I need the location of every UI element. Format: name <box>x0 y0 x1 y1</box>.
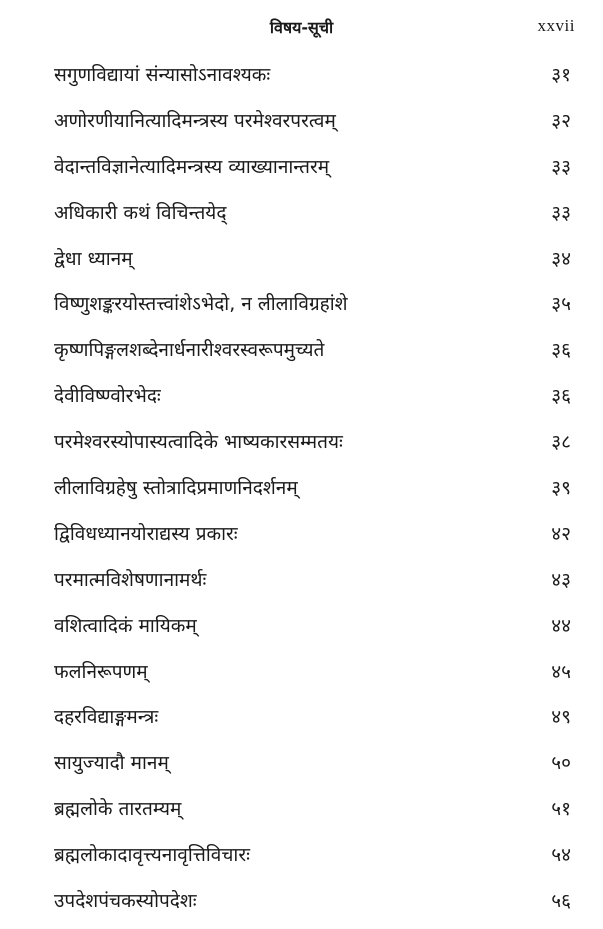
toc-entry-title: परमेश्वरस्योपास्यत्वादिके भाष्यकारसम्मतयः <box>54 431 343 454</box>
toc-entry <box>0 837 603 883</box>
toc-entry <box>0 883 603 929</box>
toc-entry-title: द्वेधा ध्यानम् <box>54 247 133 270</box>
toc-entry <box>0 378 603 424</box>
toc-entry-title: वेदान्तविज्ञानेत्यादिमन्त्रस्य व्याख्यानान्तरम् <box>54 155 330 178</box>
toc-entry <box>0 241 603 287</box>
toc-entry <box>0 424 603 470</box>
toc-entry-page: ३४ <box>551 247 571 270</box>
page-title: विषय-सूची <box>269 18 334 37</box>
toc-entry-page: ४२ <box>551 522 571 545</box>
toc-entry-title: अधिकारी कथं विचिन्तयेद् <box>54 201 227 224</box>
toc-entry-page: ५६ <box>551 890 571 913</box>
toc-entry <box>0 470 603 516</box>
toc-entry <box>0 699 603 745</box>
toc-entry <box>0 516 603 562</box>
toc-entry-page: ३९ <box>551 477 571 500</box>
toc-entry-page: ३३ <box>551 201 571 224</box>
toc-entry-title: ब्रह्मलोकादावृत्त्यनावृत्तिविचारः <box>54 844 250 867</box>
toc-entry-page: ३६ <box>551 385 571 408</box>
toc-entry-title: ब्रह्मलोके तारतम्यम् <box>54 798 182 821</box>
toc-entry <box>0 608 603 654</box>
toc-entry-title: सगुणविद्यायां संन्यासोऽनावश्यकः <box>54 64 271 86</box>
toc-entry-title: फलनिरूपणम् <box>54 660 148 683</box>
toc-entry-title: परमात्मविशेषणानामर्थः <box>54 568 207 591</box>
table-of-contents <box>0 57 603 929</box>
toc-entry-page: ५१ <box>551 798 571 821</box>
toc-entry-page: ५४ <box>551 844 571 867</box>
toc-entry-page: ४९ <box>551 706 571 729</box>
toc-entry <box>0 57 603 103</box>
toc-entry-title: दहरविद्याङ्गमन्त्रः <box>54 706 159 729</box>
toc-entry-title: लीलाविग्रहेषु स्तोत्रादिप्रमाणनिदर्शनम् <box>54 477 298 500</box>
toc-entry-page: ४५ <box>551 660 571 683</box>
toc-entry-page: ४४ <box>551 614 571 637</box>
toc-entry-title: सायुज्यादौ मानम् <box>54 752 169 775</box>
toc-entry <box>0 195 603 241</box>
toc-entry-page: ३२ <box>551 109 571 132</box>
toc-entry-title: द्विविधध्यानयोराद्यस्य प्रकारः <box>54 522 238 545</box>
header-page-number: xxvii <box>537 16 575 35</box>
toc-entry-page: ५० <box>551 752 571 775</box>
toc-entry-title: उपदेशपंचकस्योपदेशः <box>54 890 197 913</box>
toc-entry-page: ३६ <box>551 339 571 362</box>
toc-entry <box>0 286 603 332</box>
toc-entry <box>0 103 603 149</box>
page-header <box>0 16 603 42</box>
toc-entry-title: कृष्णपिङ्गलशब्देनार्धनारीश्वरस्वरूपमुच्यते <box>54 339 325 362</box>
toc-entry-page: ३३ <box>551 155 571 178</box>
toc-entry <box>0 149 603 195</box>
toc-entry-title: देवीविष्ण्वोरभेदः <box>54 385 161 408</box>
toc-entry-title: वशित्वादिकं मायिकम् <box>54 614 197 637</box>
toc-entry <box>0 745 603 791</box>
toc-entry <box>0 791 603 837</box>
toc-entry-page: ३५ <box>551 293 571 316</box>
toc-entry-title: विष्णुशङ्करयोस्तत्त्वांशेऽभेदो, न लीलाविग्रहांशे <box>54 293 348 316</box>
toc-entry <box>0 562 603 608</box>
toc-entry-page: ४३ <box>551 568 571 591</box>
toc-entry <box>0 654 603 700</box>
toc-entry <box>0 332 603 378</box>
toc-entry-page: ३८ <box>551 431 571 454</box>
toc-entry-page: ३१ <box>551 64 571 86</box>
toc-entry-title: अणोरणीयानित्यादिमन्त्रस्य परमेश्वरपरत्वम् <box>54 109 336 132</box>
